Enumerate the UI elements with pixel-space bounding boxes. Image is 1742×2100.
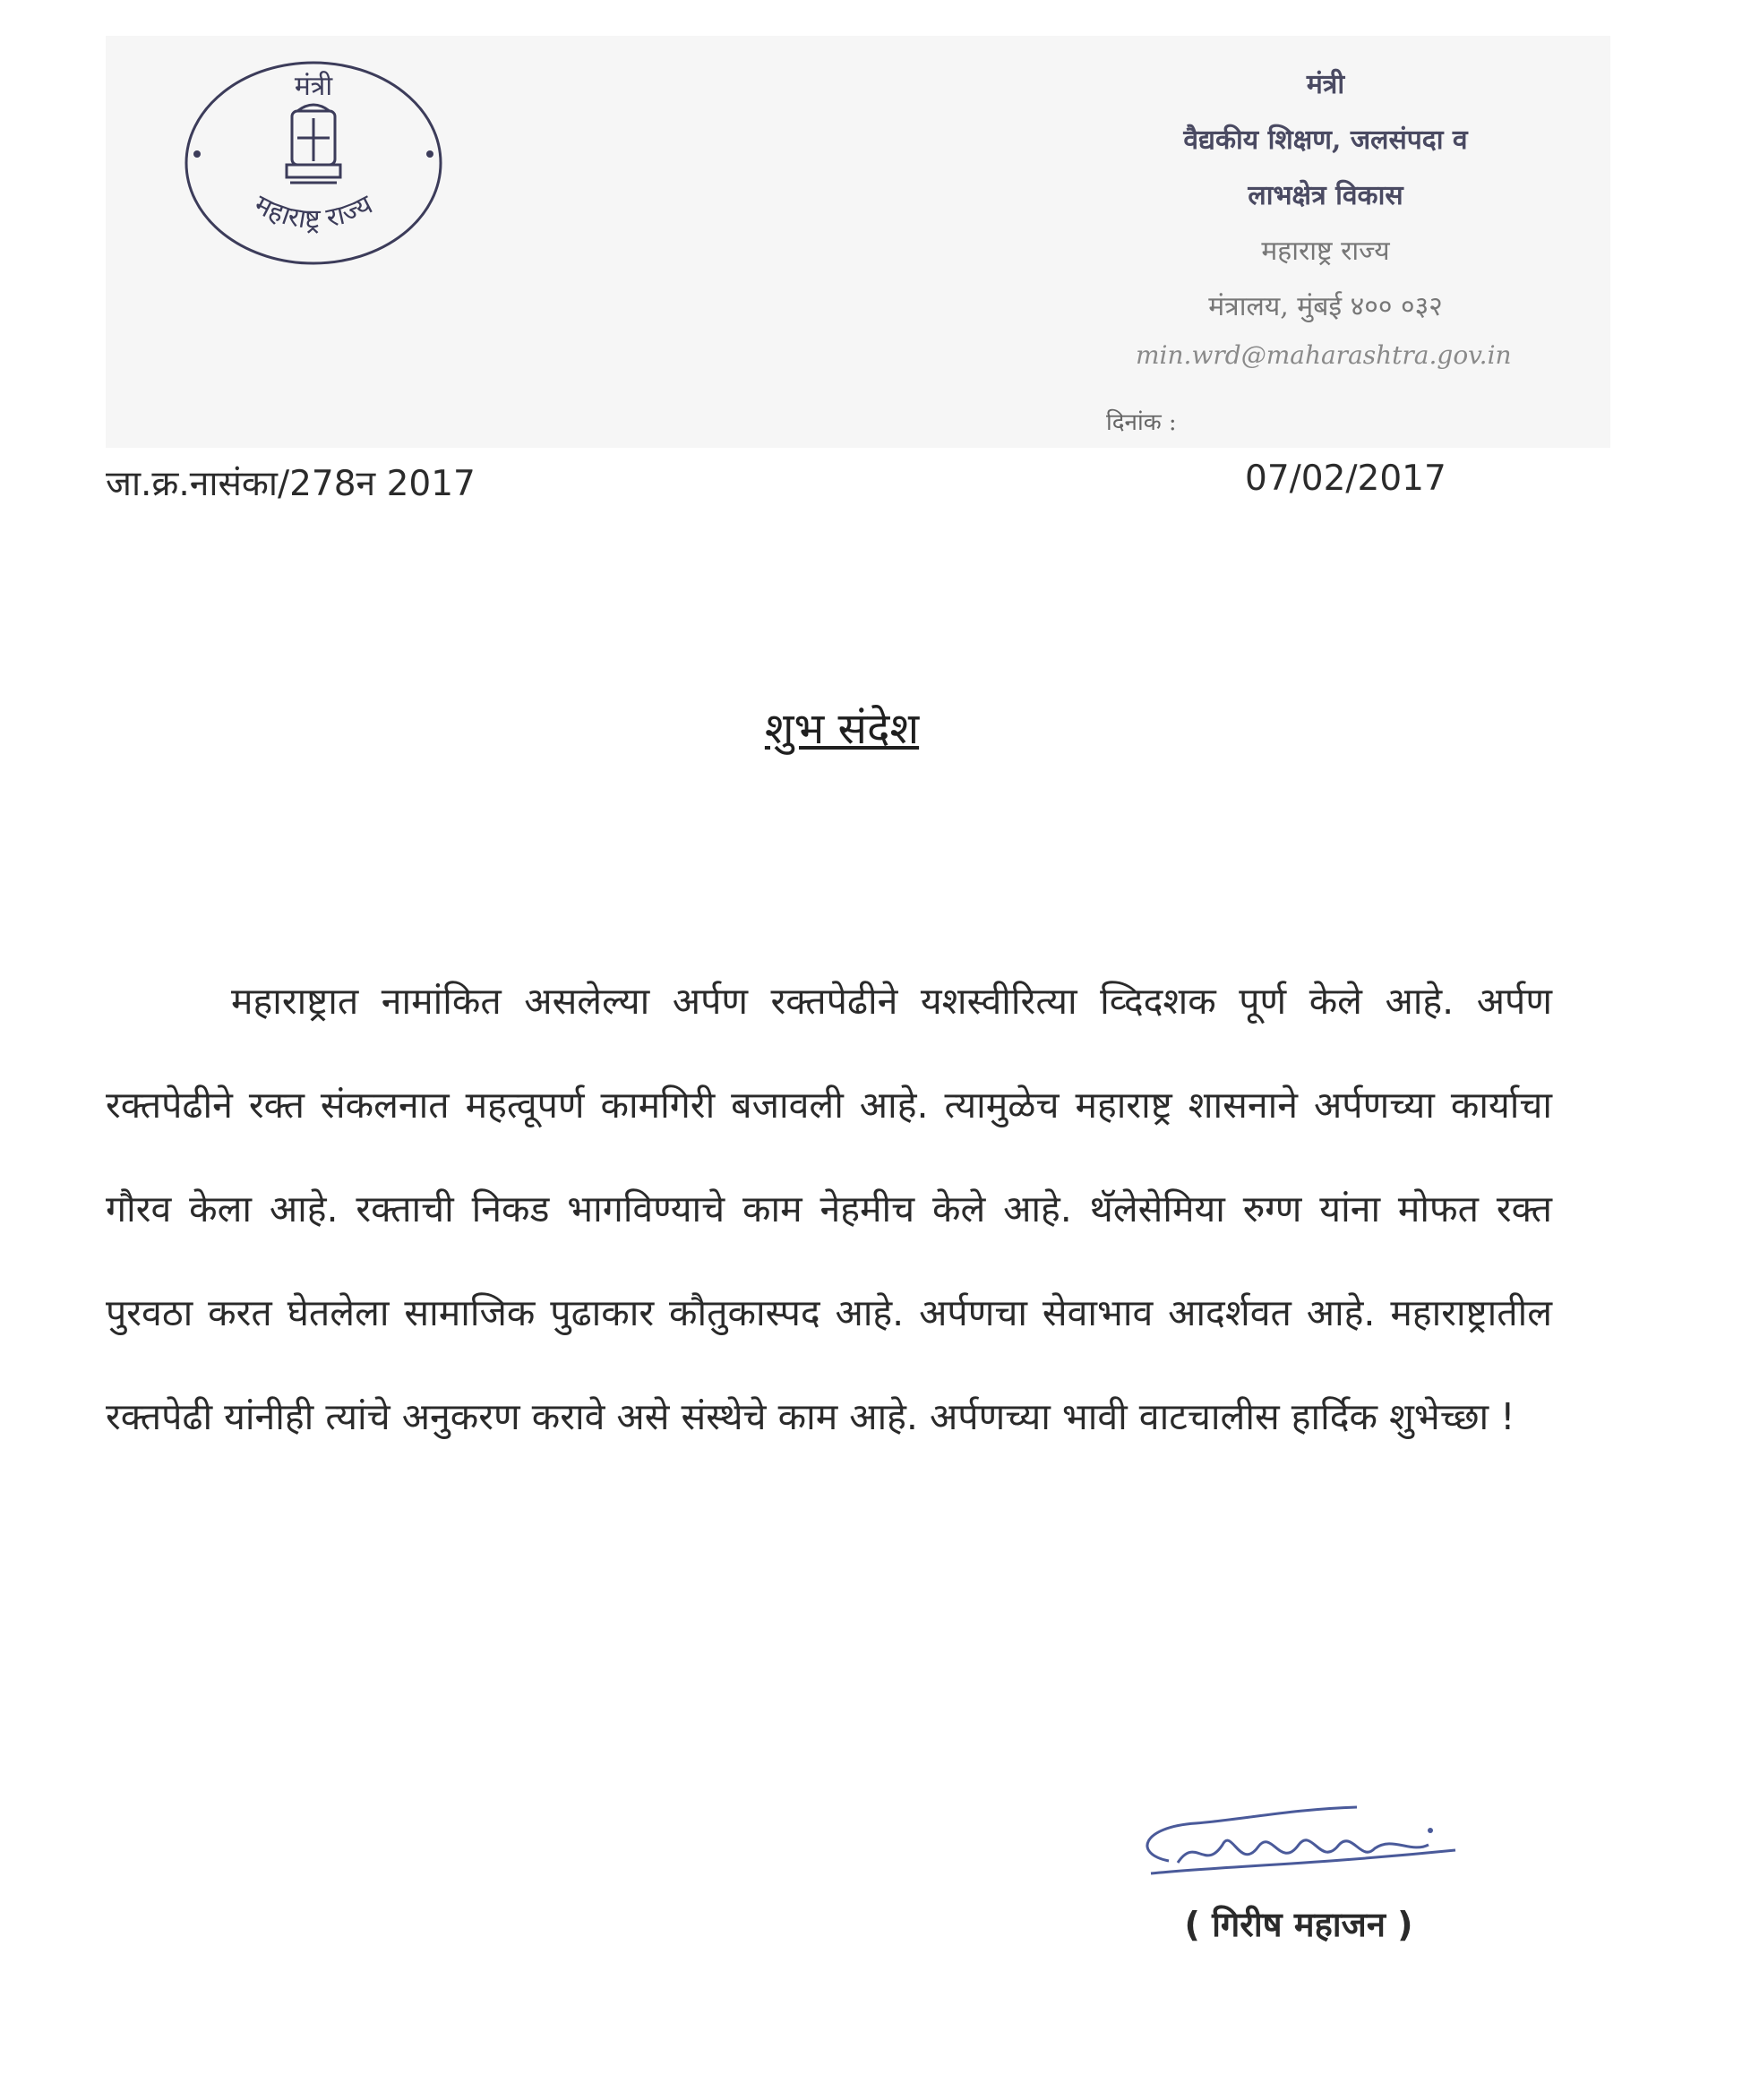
letter-heading: शुभ संदेश xyxy=(764,704,920,754)
department-line-2: लाभक्षेत्र विकास xyxy=(1248,180,1403,211)
ministry-seal xyxy=(179,56,448,270)
reference-number: जा.क्र.नासंका/278न 2017 xyxy=(106,464,476,504)
signatory-name: ( गिरीष महाजन ) xyxy=(1184,1905,1413,1944)
department-line-1: वैद्यकीय शिक्षण, जलसंपदा व xyxy=(1183,124,1468,156)
ministry-details xyxy=(1111,57,1540,335)
svg-text:महाराष्ट्र राज्य: महाराष्ट्र राज्य xyxy=(249,188,378,236)
office-address: मंत्रालय, मुंबई ४०० ०३२ xyxy=(1208,291,1443,322)
state-name: महाराष्ट्र राज्य xyxy=(1261,236,1390,267)
svg-text:मंत्री: मंत्री xyxy=(294,71,333,102)
date-label: दिनांक : xyxy=(1106,409,1177,436)
email-address: min.wrd@maharashtra.gov.in xyxy=(1136,340,1512,370)
state-emblem-icon xyxy=(287,105,340,183)
letter-date: 07/02/2017 xyxy=(1245,459,1446,499)
minister-title: मंत्री xyxy=(1306,69,1345,100)
handwritten-signature xyxy=(1115,1791,1491,1899)
letter-body: महाराष्ट्रात नामांकित असलेल्या अर्पण रक्तपेढीने यशस्वीरित्या व्दिदशक पूर्ण केले आहे. अर्पण रक्तपेढीने रक्त संकलनात महत्वूपर्ण कामगिरी बजावली आहे. त्यामुळेच महाराष्ट्र शासनाने अर्पणच्या कार्याचा गौरव केला आहे. रक्ताची निकड भागविण्याचे काम नेहमीच केले आहे. थॅलेसेमिया रुग्ण यांना मोफत रक्त पुरवठा करत घेतलेला सामाजिक पुढाकार कौतुकास्पद आहे. अर्पणचा सेवाभाव आदर्शवत आहे. महाराष्ट्रातील रक्तपेढी यांनीही त्यांचे अनुकरण करावे असे संस्थेचे काम आहे. अर्पणच्या भावी वाटचालीस हार्दिक शुभेच्छा ! xyxy=(106,980,1552,1438)
